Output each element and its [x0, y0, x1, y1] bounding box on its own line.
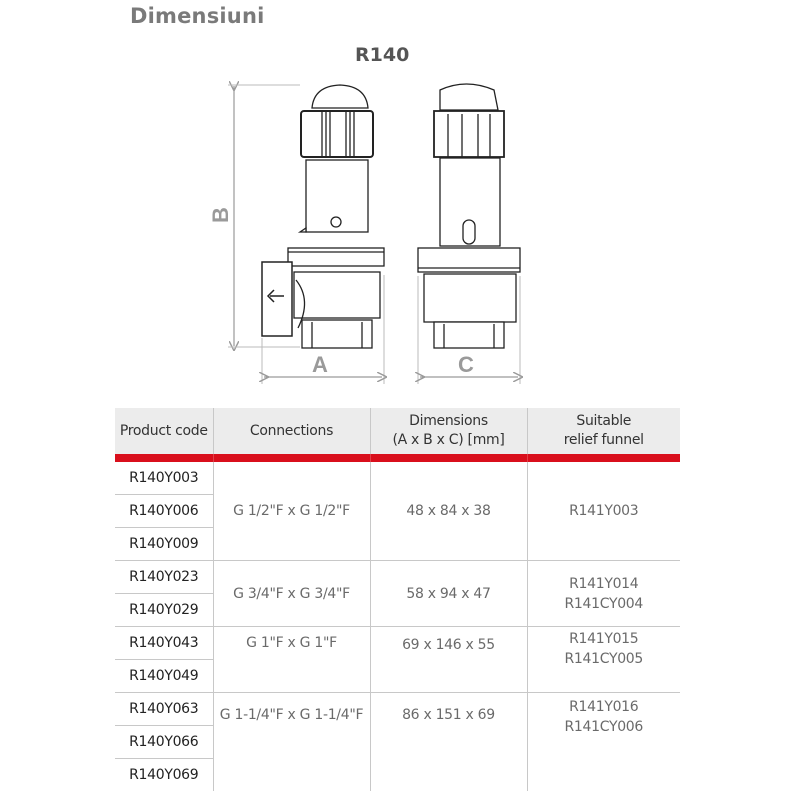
relief-funnel-cell: R141Y015 R141CY005: [527, 627, 680, 693]
dimension-label-c: C: [458, 352, 474, 377]
front-view: [418, 84, 520, 348]
product-code: R140Y043: [115, 627, 213, 660]
table-row: [115, 462, 680, 495]
column-header-dimensions: Dimensions (A x B x C) [mm]: [370, 408, 527, 454]
connections-cell: G 1"F x G 1"F: [213, 627, 370, 693]
relief-funnel-cell: R141Y014 R141CY004: [527, 561, 680, 627]
model-title: R140: [355, 44, 410, 66]
product-code: R140Y029: [115, 594, 213, 627]
section-title: Dimensiuni: [130, 4, 265, 28]
product-code: R140Y066: [115, 726, 213, 759]
column-header-relief-funnel: Suitable relief funnel: [527, 408, 680, 454]
header-accent-bar: [115, 454, 680, 462]
product-code: R140Y003: [115, 462, 213, 495]
dimensions-cell: 86 x 151 x 69: [370, 693, 527, 792]
connections-cell: G 3/4"F x G 3/4"F: [213, 561, 370, 627]
connections-cell: G 1-1/4"F x G 1-1/4"F: [213, 693, 370, 792]
table-row: [115, 561, 680, 594]
dimension-label-b: B: [207, 207, 233, 223]
product-spec-table: [115, 408, 680, 791]
side-view: [262, 85, 384, 348]
product-code: R140Y049: [115, 660, 213, 693]
column-header-product-code: Product code: [115, 408, 213, 454]
product-code: R140Y009: [115, 528, 213, 561]
product-code: R140Y006: [115, 495, 213, 528]
dimension-label-a: A: [312, 352, 328, 377]
table-header-row: [115, 408, 680, 454]
dimensions-cell: 58 x 94 x 47: [370, 561, 527, 627]
relief-funnel-cell: R141Y016 R141CY006: [527, 693, 680, 792]
dimensions-cell: 69 x 146 x 55: [370, 627, 527, 693]
product-code: R140Y069: [129, 767, 199, 783]
table-row: [115, 627, 680, 660]
table-row: [115, 693, 680, 726]
column-header-connections: Connections: [213, 408, 370, 454]
connections-cell: G 1/2"F x G 1/2"F: [213, 462, 370, 561]
dimensions-cell: 48 x 84 x 38: [370, 462, 527, 561]
product-code: R140Y063: [115, 693, 213, 726]
product-code: R140Y023: [115, 561, 213, 594]
relief-funnel-cell: R141Y003: [527, 462, 680, 561]
